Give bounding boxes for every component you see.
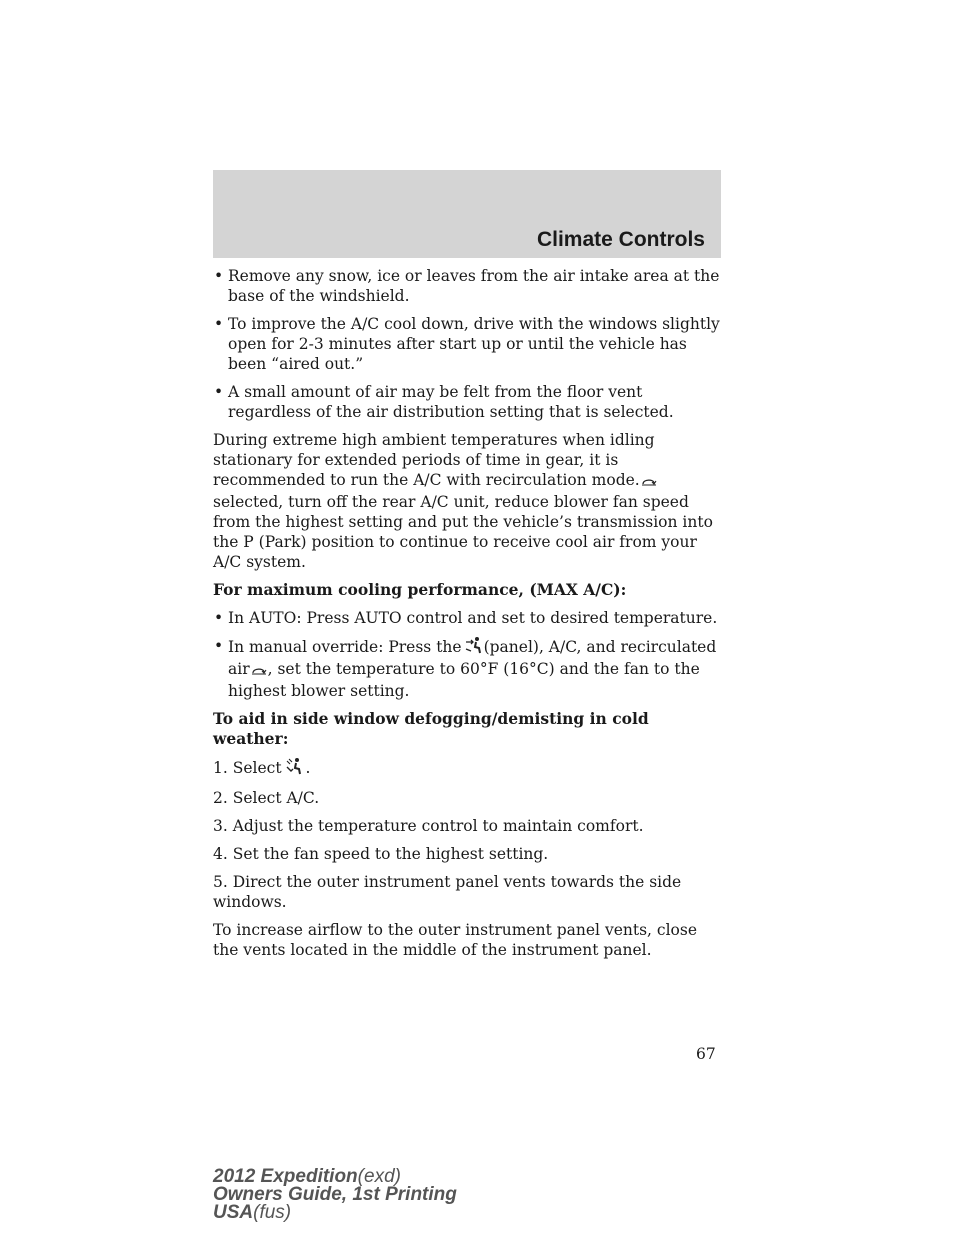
list-item	[213, 608, 723, 628]
bullet-dot: •	[214, 267, 224, 285]
footer-market-code: (fus)	[253, 1202, 292, 1223]
list-item-text: , set the temperature to 60°F (16°C) and the fan to the highest blower setting.	[228, 660, 700, 700]
bullet-dot: •	[214, 609, 224, 627]
bullet-dot: •	[214, 315, 224, 333]
footer-model: 2012 Expedition	[213, 1166, 358, 1187]
defog-step	[213, 757, 723, 780]
paragraph-text: During extreme high ambient temperatures when idling stationary for extended periods of time in gear, it is recommended to run the A/C with recirculation mode.	[213, 431, 655, 489]
recirculation-icon	[251, 661, 267, 681]
footer-imprint	[213, 1168, 457, 1222]
defog-step: 4. Set the fan speed to the highest setting.	[213, 845, 549, 863]
max-cooling-heading: For maximum cooling performance, (MAX A/C):	[213, 580, 627, 599]
defog-heading: To aid in side window defogging/demisting in cold weather:	[213, 709, 649, 748]
list-item	[213, 314, 723, 374]
step-text: .	[305, 759, 311, 777]
bullet-dot: •	[214, 383, 224, 401]
defog-step: 2. Select A/C.	[213, 789, 320, 807]
page-number: 67	[696, 1045, 716, 1063]
defog-step: 5. Direct the outer instrument panel vents towards the side windows.	[213, 873, 682, 911]
step-text: 1. Select	[213, 759, 282, 777]
footer-model-code: (exd)	[357, 1166, 401, 1187]
paragraph-text: selected, turn off the rear A/C unit, reduce blower fan speed from the highest setting and put the vehicle’s transmission into the P (Park) position to continue to receive cool air from your A/C system.	[213, 493, 713, 571]
list-item	[213, 382, 723, 422]
panel-floor-mode-icon	[463, 636, 483, 659]
page-content	[213, 266, 723, 968]
footer-line-guide: Owners Guide, 1st Printing	[213, 1184, 457, 1205]
footer-line-market	[213, 1204, 457, 1222]
list-item	[213, 636, 723, 701]
paragraph-extreme-temperatures	[213, 430, 723, 572]
list-item	[213, 266, 723, 306]
footer-market: USA	[213, 1202, 254, 1223]
paragraph-airflow: To increase airflow to the outer instrument panel vents, close the vents located in the middle of the instrument panel.	[213, 921, 697, 959]
section-title: Climate Controls	[536, 228, 705, 251]
recirculation-icon	[641, 472, 657, 492]
list-item-text: Remove any snow, ice or leaves from the air intake area at the base of the windshield.	[228, 267, 720, 305]
list-item-text: In manual override: Press the	[228, 638, 462, 656]
bullet-dot: •	[214, 637, 224, 655]
list-item-text: In AUTO: Press AUTO control and set to desired temperature.	[228, 609, 718, 627]
list-item-text: To improve the A/C cool down, drive with the windows slightly open for 2-3 minutes after start up or until the vehicle has been “aired out.”	[228, 315, 720, 373]
list-item-text: A small amount of air may be felt from the floor vent regardless of the air distribution setting that is selected.	[228, 383, 674, 421]
floor-defrost-mode-icon	[283, 757, 305, 780]
section-header-band	[213, 170, 721, 258]
list-item-text: (panel), A/C, and recirculated air	[228, 638, 717, 678]
defog-step: 3. Adjust the temperature control to maintain comfort.	[213, 817, 644, 835]
